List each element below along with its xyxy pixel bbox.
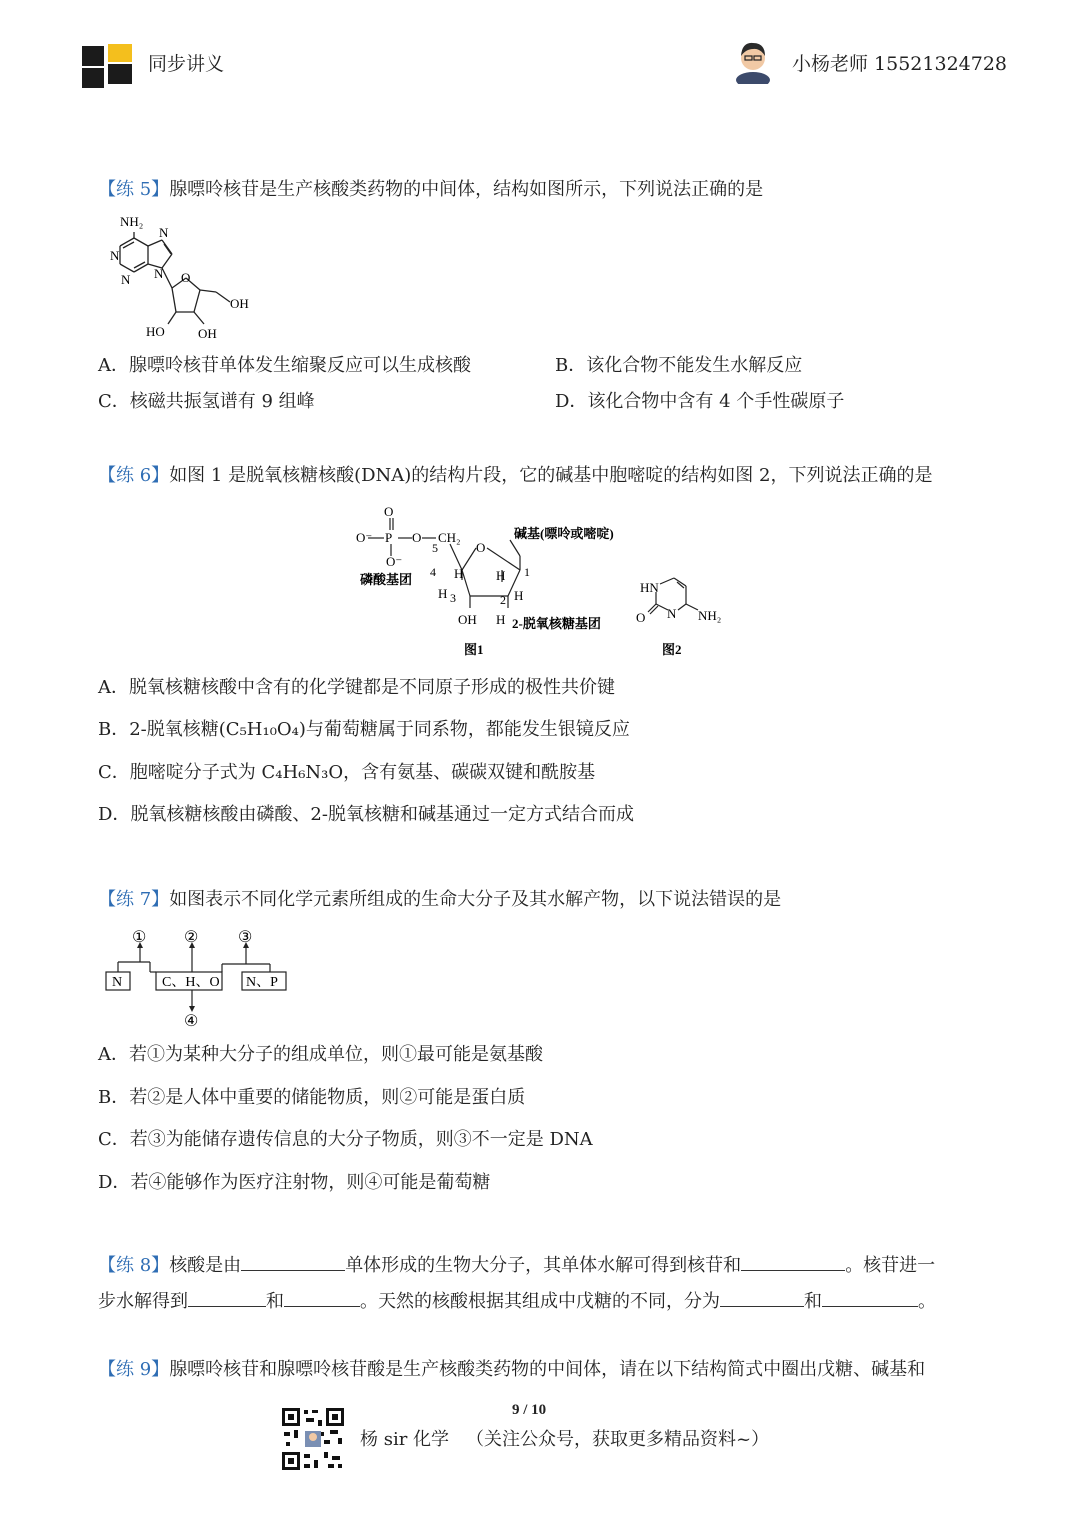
q7-option-c: C．若③为能储存遗传信息的大分子物质，则③不一定是 DNA [98, 1129, 593, 1150]
q6-fig1-caption: 图1 [464, 642, 484, 657]
svg-text:O⁻: O⁻ [356, 530, 373, 545]
svg-text:3: 3 [450, 591, 456, 605]
svg-text:OH: OH [198, 326, 217, 341]
svg-text:O: O [181, 270, 191, 285]
q6-phosphate-label: 磷酸基团 [360, 572, 413, 587]
svg-text:O: O [412, 530, 422, 545]
q7-tag: 【练 7】 [98, 889, 170, 910]
svg-text:1: 1 [524, 565, 530, 579]
svg-text:NH₂: NH₂ [698, 608, 722, 623]
q8-blank-1[interactable] [241, 1252, 345, 1271]
q5-stem: 【练 5】腺嘌呤核苷是生产核酸类药物的中间体，结构如图所示，下列说法正确的是 [98, 179, 764, 200]
svg-text:HN: HN [640, 580, 659, 595]
q5-nh2-label: NH₂ [120, 214, 144, 229]
q7-circle-3: ③ [238, 929, 253, 946]
brand-logo [80, 42, 136, 90]
svg-text:O⁻: O⁻ [386, 554, 403, 569]
svg-text:N: N [110, 248, 120, 263]
footer-note: （关注公众号，获取更多精品资料~） [466, 1429, 770, 1450]
q6-stem: 【练 6】如图 1 是脱氧核糖核酸(DNA)的结构片段，它的碱基中胞嘧啶的结构如图 2，下列说法正确的是 [98, 465, 933, 486]
q8-blank-4[interactable] [284, 1288, 360, 1307]
q8-tag: 【练 8】 [98, 1255, 170, 1276]
teacher-contact: 小杨老师 15521324728 [792, 53, 1008, 75]
q6-sugar-label: 2-脱氧核糖基团 [512, 616, 601, 631]
q7-option-a: A．若①为某种大分子的组成单位，则①最可能是氨基酸 [98, 1044, 543, 1065]
q7-box-n: N [112, 975, 123, 990]
q5-adenosine-structure [96, 208, 266, 348]
q7-stem: 【练 7】如图表示不同化学元素所组成的生命大分子及其水解产物，以下说法错误的是 [98, 889, 782, 910]
q6-figure-2-cytosine [634, 570, 734, 662]
q6-option-c: C．胞嘧啶分子式为 C₄H₆N₃O，含有氨基、碳碳双键和酰胺基 [98, 762, 596, 783]
q5-option-b: B．该化合物不能发生水解反应 [555, 355, 803, 376]
q6-figure-1-dna-fragment [350, 500, 640, 662]
q8-blank-6[interactable] [822, 1288, 918, 1307]
q8-blank-5[interactable] [720, 1288, 804, 1307]
svg-text:N: N [159, 225, 169, 240]
svg-text:H: H [496, 568, 506, 583]
q7-element-diagram [100, 924, 300, 1028]
q8-line-1: 【练 8】核酸是由 单体形成的生物大分子，其单体水解可得到核苷和 。核苷进一 [98, 1252, 935, 1278]
teacher-avatar [732, 38, 774, 84]
q7-option-b: B．若②是人体中重要的储能物质，则②可能是蛋白质 [98, 1087, 526, 1108]
qr-code[interactable] [280, 1406, 346, 1472]
q6-fig2-caption: 图2 [662, 642, 682, 657]
footer-account: 杨 sir 化学 [360, 1429, 450, 1450]
q7-box-cho: C、H、O [162, 975, 220, 990]
svg-text:H: H [438, 586, 448, 601]
q6-option-a: A．脱氧核糖核酸中含有的化学键都是不同原子形成的极性共价键 [98, 677, 615, 698]
q9-tag: 【练 9】 [98, 1359, 170, 1380]
svg-text:O: O [476, 540, 486, 555]
svg-text:2: 2 [500, 593, 506, 607]
q8-line-2: 步水解得到 和 。天然的核酸根据其组成中戊糖的不同，分为 和 。 [98, 1288, 936, 1314]
svg-text:N: N [667, 606, 677, 621]
q6-base-label: 碱基(嘌呤或嘧啶) [514, 526, 614, 541]
q5-option-a: A．腺嘌呤核苷单体发生缩聚反应可以生成核酸 [98, 355, 471, 376]
svg-text:N: N [154, 266, 164, 281]
svg-text:4: 4 [430, 565, 436, 579]
svg-text:O: O [384, 504, 394, 519]
q5-option-d: D．该化合物中含有 4 个手性碳原子 [555, 391, 845, 412]
svg-text:OH: OH [230, 296, 249, 311]
header [0, 0, 1080, 100]
q9-stem: 【练 9】腺嘌呤核苷和腺嘌呤核苷酸是生产核酸类药物的中间体，请在以下结构简式中圈出戊糖、碱基和 [98, 1359, 926, 1380]
page-number: 9 / 10 [512, 1402, 547, 1418]
svg-text:HO: HO [146, 324, 165, 339]
q6-tag: 【练 6】 [98, 465, 170, 486]
svg-text:H: H [496, 612, 506, 627]
svg-text:5: 5 [432, 541, 438, 555]
q7-box-np: N、P [246, 975, 278, 990]
q7-option-d: D．若④能够作为医疗注射物，则④可能是葡萄糖 [98, 1172, 491, 1193]
q7-circle-4: ④ [184, 1013, 199, 1028]
q6-option-d: D．脱氧核糖核酸由磷酸、2-脱氧核糖和碱基通过一定方式结合而成 [98, 804, 634, 825]
q5-option-c: C．核磁共振氢谱有 9 组峰 [98, 391, 315, 412]
q8-blank-3[interactable] [188, 1288, 266, 1307]
svg-text:N: N [121, 272, 131, 287]
svg-text:P: P [385, 530, 393, 545]
q8-blank-2[interactable] [741, 1252, 845, 1271]
svg-text:OH: OH [458, 612, 477, 627]
q7-circle-1: ① [132, 929, 147, 946]
brand-title: 同步讲义 [148, 53, 225, 75]
q6-option-b: B．2-脱氧核糖(C₅H₁₀O₄)与葡萄糖属于同系物，都能发生银镜反应 [98, 719, 630, 740]
svg-text:H: H [514, 588, 524, 603]
q7-circle-2: ② [184, 929, 199, 946]
svg-text:CH₂: CH₂ [438, 530, 461, 545]
q5-tag: 【练 5】 [98, 179, 170, 200]
svg-text:H: H [454, 566, 464, 581]
svg-text:O: O [636, 610, 646, 625]
